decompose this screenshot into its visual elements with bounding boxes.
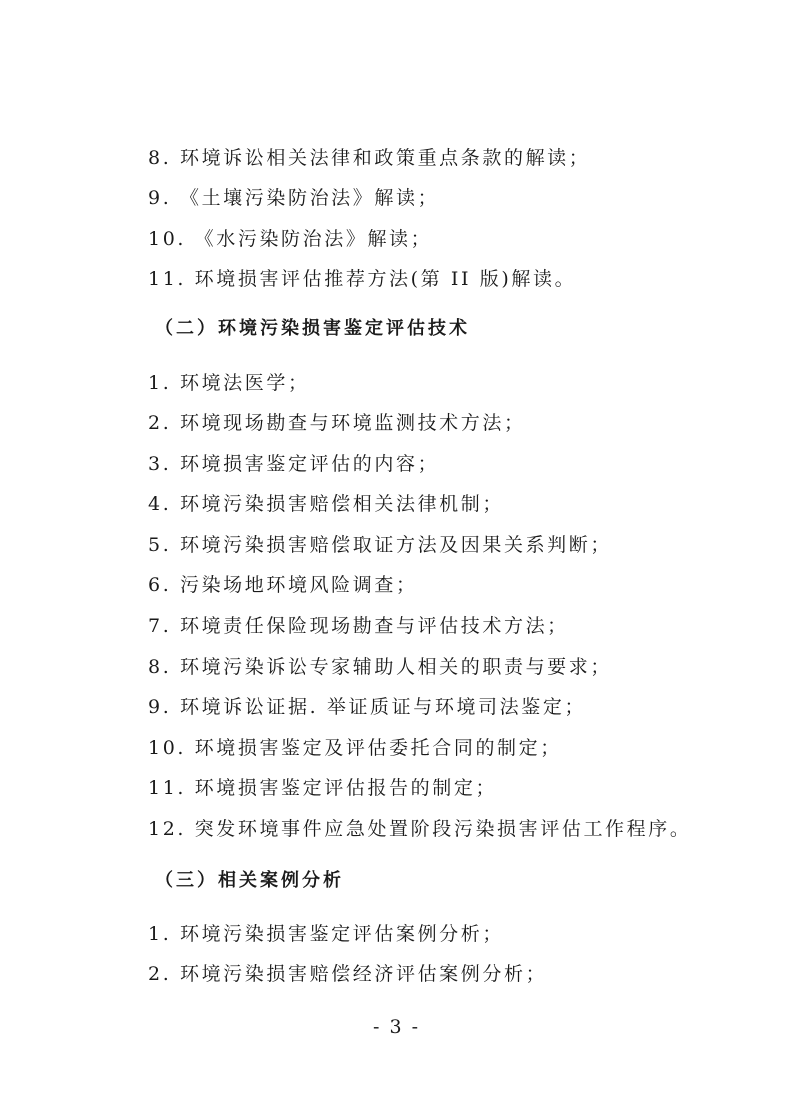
section-heading: （三）相关案例分析 bbox=[155, 870, 344, 891]
list-item: 12. 突发环境事件应急处置阶段污染损害评估工作程序。 bbox=[148, 818, 692, 840]
list-item: 3. 环境损害鉴定评估的内容； bbox=[148, 453, 440, 475]
list-item: 1. 环境污染损害鉴定评估案例分析； bbox=[148, 923, 504, 945]
list-item: 10. 环境损害鉴定及评估委托合同的制定； bbox=[148, 737, 562, 759]
list-item: 9. 《土壤污染防治法》解读； bbox=[148, 187, 440, 209]
list-item: 5. 环境污染损害赔偿取证方法及因果关系判断； bbox=[148, 534, 612, 556]
list-item: 2. 环境污染损害赔偿经济评估案例分析； bbox=[148, 963, 548, 985]
list-item: 1. 环境法医学； bbox=[148, 372, 310, 394]
list-item: 6. 污染场地环境风险调查； bbox=[148, 574, 418, 596]
section-heading: （二）环境污染损害鉴定评估技术 bbox=[155, 318, 470, 339]
page-number: - 3 - bbox=[372, 1016, 420, 1038]
list-item: 8. 环境诉讼相关法律和政策重点条款的解读； bbox=[148, 147, 591, 169]
list-item: 7. 环境责任保险现场勘查与评估技术方法； bbox=[148, 615, 569, 637]
list-item: 11. 环境损害鉴定评估报告的制定； bbox=[148, 777, 498, 799]
list-item: 9. 环境诉讼证据. 举证质证与环境司法鉴定； bbox=[148, 696, 587, 718]
list-item: 2. 环境现场勘查与环境监测技术方法； bbox=[148, 412, 526, 434]
list-item: 4. 环境污染损害赔偿相关法律机制； bbox=[148, 493, 504, 515]
list-item: 8. 环境污染诉讼专家辅助人相关的职责与要求； bbox=[148, 656, 612, 678]
list-item: 11. 环境损害评估推荐方法(第 II 版)解读。 bbox=[148, 268, 577, 290]
list-item: 10. 《水污染防治法》解读； bbox=[148, 228, 433, 250]
